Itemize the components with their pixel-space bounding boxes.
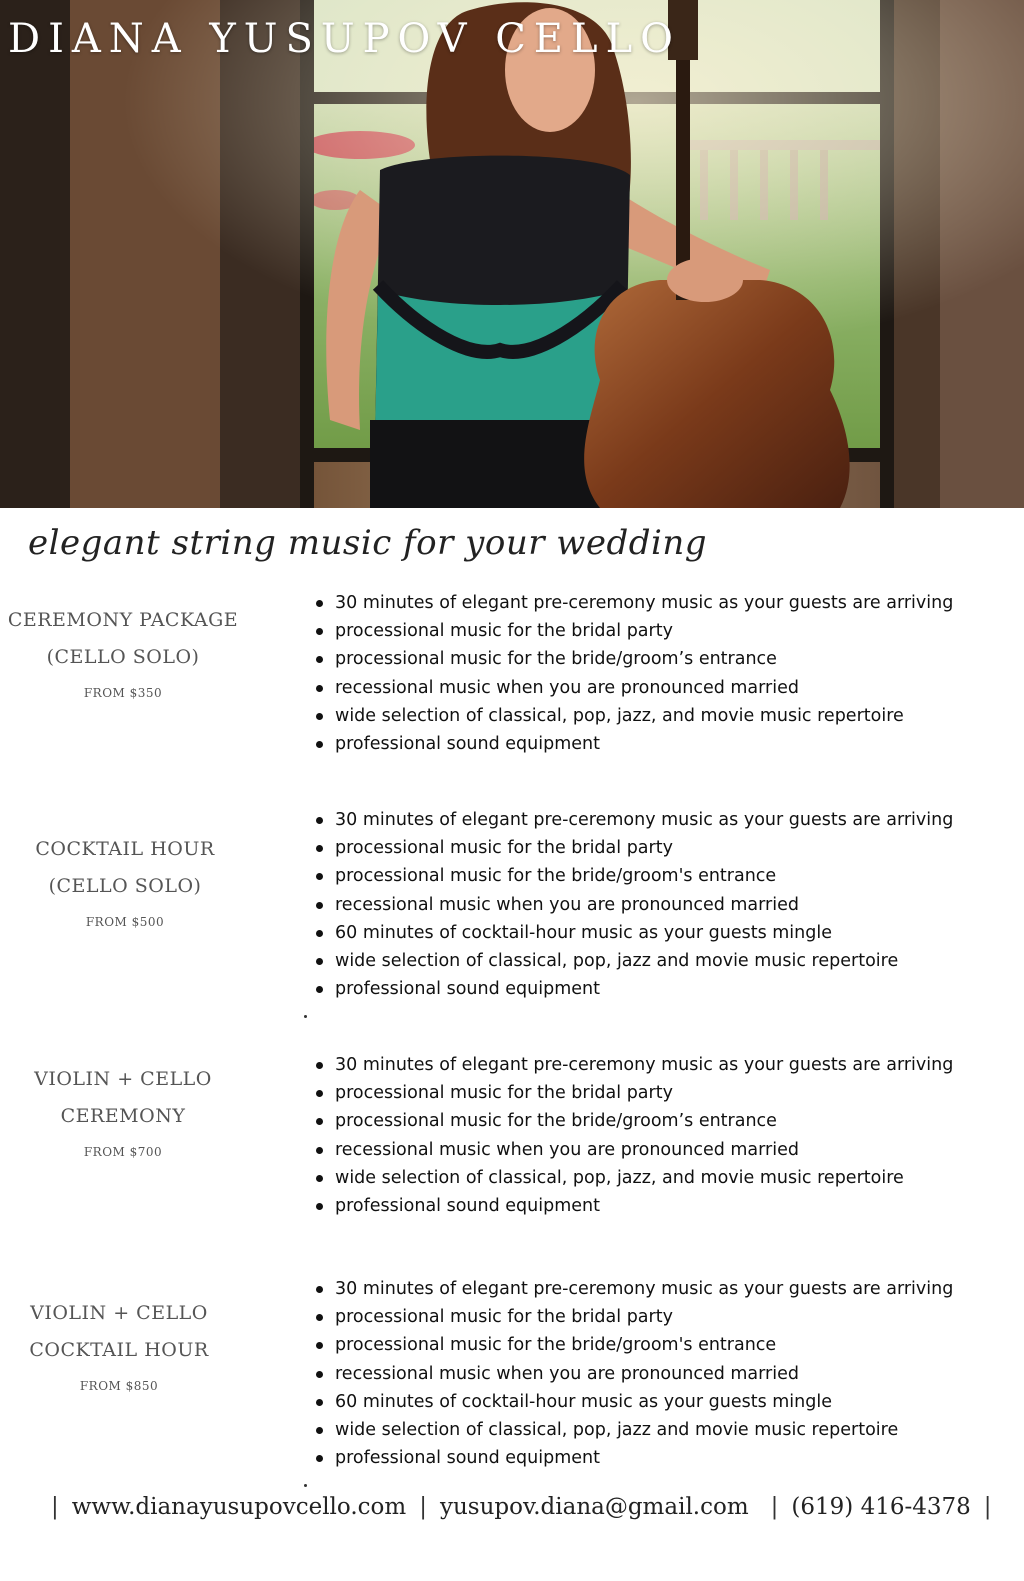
feature-item: 30 minutes of elegant pre-ceremony music as your guests are arriving <box>316 1275 953 1303</box>
feature-item: 60 minutes of cocktail-hour music as your guests mingle <box>316 919 953 947</box>
footer-separator: | <box>419 1494 427 1520</box>
feature-item: professional sound equipment <box>316 730 953 758</box>
package-violin-cello-ceremony-label <box>0 1061 248 1159</box>
feature-item: processional music for the bride/groom’s entrance <box>316 1107 953 1135</box>
feature-item: 30 minutes of elegant pre-ceremony music as your guests are arriving <box>316 806 953 834</box>
tagline: elegant string music for your wedding <box>28 523 708 563</box>
package-name: CEREMONY PACKAGE (CELLO SOLO) <box>7 609 239 668</box>
feature-item: wide selection of classical, pop, jazz, and movie music repertoire <box>316 1164 953 1192</box>
feature-item: processional music for the bridal party <box>316 1079 953 1107</box>
package-violin-cello-ceremony-features <box>316 1051 953 1220</box>
feature-item: processional music for the bride/groom’s entrance <box>316 645 953 673</box>
phone-link[interactable]: (619) 416-4378 <box>791 1494 971 1520</box>
site-title: DIANA YUSUPOV CELLO <box>8 16 681 62</box>
feature-item: wide selection of classical, pop, jazz and movie music repertoire <box>316 947 953 975</box>
feature-item: recessional music when you are pronounced married <box>316 1136 953 1164</box>
footer-separator: | <box>51 1494 59 1520</box>
feature-item: 30 minutes of elegant pre-ceremony music as your guests are arriving <box>316 589 953 617</box>
footer-separator: | <box>770 1494 779 1520</box>
package-violin-cello-cocktail-label <box>0 1295 244 1393</box>
email-link[interactable]: yusupov.diana@gmail.com <box>439 1494 749 1520</box>
feature-item: wide selection of classical, pop, jazz and movie music repertoire <box>316 1416 953 1444</box>
package-price: FROM $700 <box>83 1145 163 1159</box>
package-price: FROM $350 <box>83 686 163 700</box>
package-cocktail-cello-features <box>316 806 953 1003</box>
website-link[interactable]: www.dianayusupovcello.com <box>71 1494 407 1520</box>
feature-item: processional music for the bridal party <box>316 834 953 862</box>
feature-item: processional music for the bridal party <box>316 1303 953 1331</box>
package-ceremony-cello-label <box>0 602 248 700</box>
footer-separator: | <box>983 1494 992 1520</box>
package-price: FROM $850 <box>79 1379 159 1393</box>
package-price: FROM $500 <box>85 915 165 929</box>
feature-item: wide selection of classical, pop, jazz, and movie music repertoire <box>316 702 953 730</box>
package-name: VIOLIN + CELLO COCKTAIL HOUR <box>29 1302 209 1361</box>
package-name: COCKTAIL HOUR (CELLO SOLO) <box>35 838 215 897</box>
package-name: VIOLIN + CELLO CEREMONY <box>34 1068 212 1127</box>
contact-footer <box>38 1487 1005 1527</box>
cellist-photo-illustration <box>0 0 1024 508</box>
feature-item: professional sound equipment <box>316 975 953 1003</box>
feature-item: professional sound equipment <box>316 1192 953 1220</box>
hero-photo <box>0 0 1024 508</box>
feature-item: 30 minutes of elegant pre-ceremony music as your guests are arriving <box>316 1051 953 1079</box>
feature-item: recessional music when you are pronounced married <box>316 1360 953 1388</box>
feature-item: recessional music when you are pronounced married <box>316 674 953 702</box>
feature-item: 60 minutes of cocktail-hour music as your guests mingle <box>316 1388 953 1416</box>
feature-item: processional music for the bride/groom's entrance <box>316 1331 953 1359</box>
package-cocktail-cello-label <box>0 831 250 929</box>
package-ceremony-cello-features <box>316 589 953 758</box>
feature-item: recessional music when you are pronounced married <box>316 891 953 919</box>
feature-item: professional sound equipment <box>316 1444 953 1472</box>
package-violin-cello-cocktail-features <box>316 1275 953 1472</box>
feature-item: processional music for the bridal party <box>316 617 953 645</box>
stray-dot <box>304 1015 307 1018</box>
feature-item: processional music for the bride/groom's entrance <box>316 862 953 890</box>
